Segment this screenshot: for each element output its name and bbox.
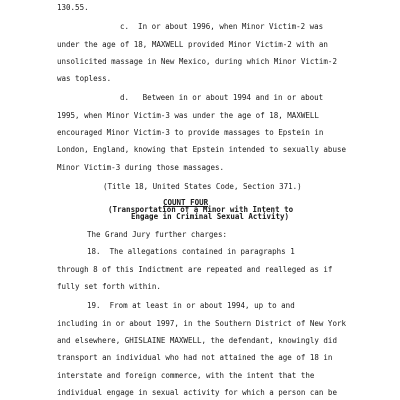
count-heading-subtitle-2: Engage in Criminal Sexual Activity) (131, 211, 290, 221)
para-c-line-3: unsolicited massage in New Mexico, during which Minor Victim-2 (57, 56, 337, 66)
para-d-line-3: encouraged Minor Victim-3 to provide massages to Epstein in (57, 128, 324, 137)
count-heading-title: COUNT FOUR (163, 197, 209, 207)
para-c-line-4: was topless. (57, 74, 112, 84)
para-c-line-1: c. In or about 1996, when Minor Victim-2 was (120, 22, 324, 32)
para-18-line-2: through 8 of this Indictment are repeated and realleged as if (57, 264, 333, 274)
para-19-line-3: and elsewhere, GHISLAINE MAXWELL, the defendant, knowingly did (57, 335, 337, 345)
para-19-line-2: including in or about 1997, in the Southern District of New York (57, 318, 346, 328)
para-c-line-2: under the age of 18, MAXWELL provided Minor Victim-2 with an (57, 39, 328, 49)
count-heading-subtitle-1: (Transportation of a Minor with Intent to (108, 204, 294, 214)
para-d-line-5: Minor Victim-3 during those massages. (57, 162, 225, 172)
para-d-line-4: London, England, knowing that Epstein intended to sexually abuse (57, 145, 346, 155)
para-18-line-3: fully set forth within. (57, 282, 161, 292)
citation: (Title 18, United States Code, Section 371.) (103, 181, 302, 191)
top-fragment: 130.55. (57, 3, 89, 13)
jury-line: The Grand Jury further charges: (87, 230, 227, 239)
para-19-line-6: individual engage in sexual activity for which a person can be (57, 388, 337, 397)
para-d-line-1: d. Between in or about 1994 and in or about (120, 93, 324, 103)
para-d-line-2: 1995, when Minor Victim-3 was under the age of 18, MAXWELL (57, 110, 319, 120)
para-19-line-4: transport an individual who had not attained the age of 18 in (57, 353, 333, 363)
para-18-line-1: 18. The allegations contained in paragraphs 1 (87, 247, 295, 257)
para-19-line-5: interstate and foreign commerce, with the intent that the (57, 370, 315, 380)
para-19-line-1: 19. From at least in or about 1994, up to and (87, 301, 295, 311)
